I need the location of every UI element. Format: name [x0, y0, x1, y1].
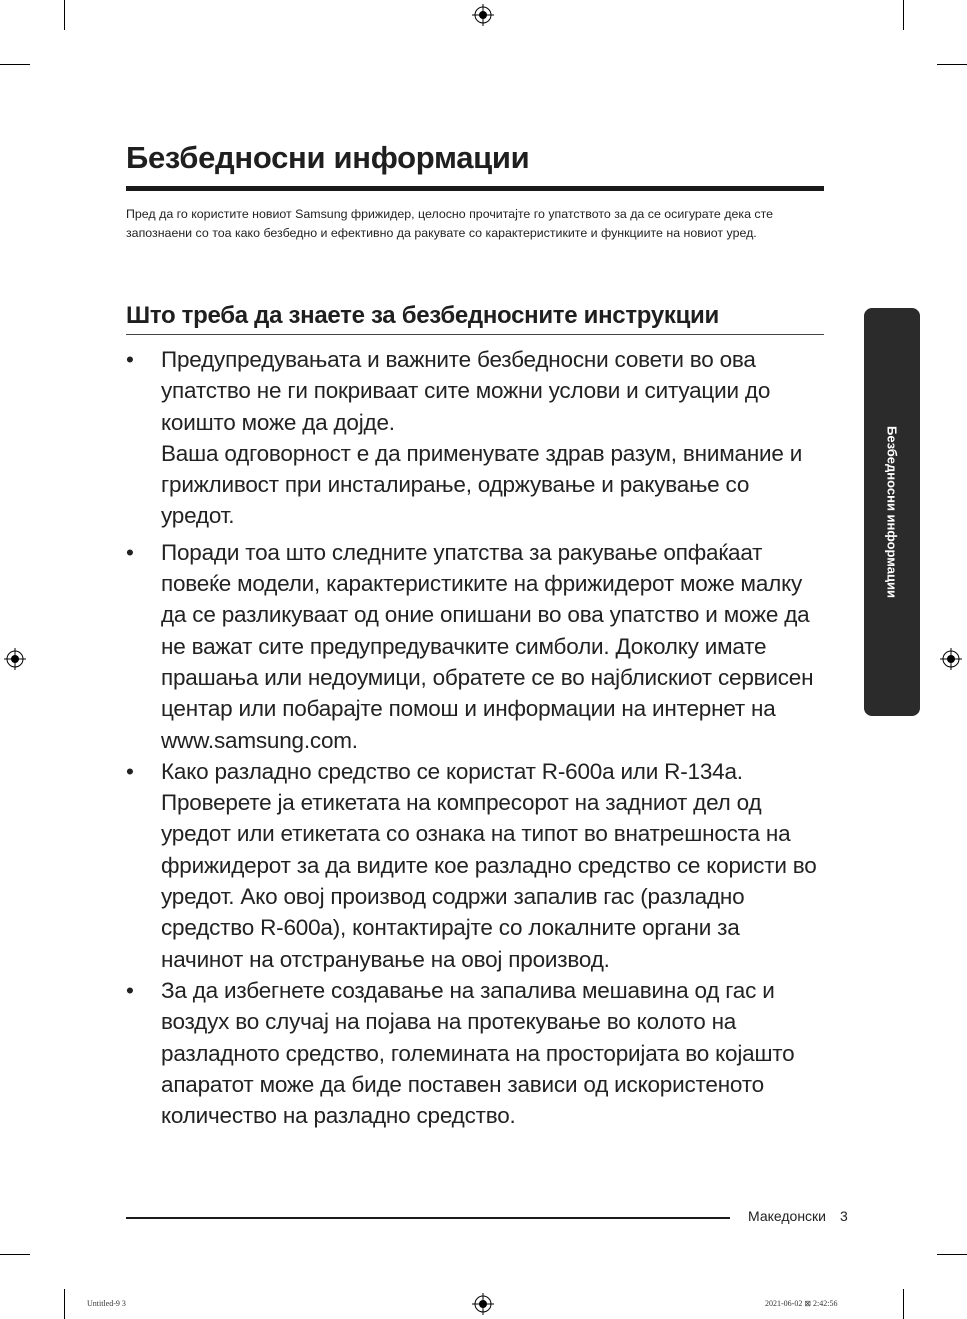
safety-bullet-list [126, 344, 826, 1131]
registration-mark-icon [4, 648, 26, 670]
bullet-marker: • [126, 977, 134, 1003]
crop-mark [903, 0, 904, 30]
footer-divider [126, 1217, 730, 1219]
bullet-item [126, 344, 826, 532]
chapter-side-tab [864, 308, 920, 716]
registration-mark-icon [472, 1293, 494, 1315]
crop-mark [0, 64, 30, 65]
crop-mark [64, 1289, 65, 1319]
section-divider [126, 334, 824, 335]
crop-mark [64, 0, 65, 30]
bullet-text: Како разладно средство се користат R-600a или R-134a. Проверете ја етикетата на компресорот на задниот дел од уредот или етикетата со ознака на типот во внатрешноста на фрижидерот за да видите кое разладно средство се користи во уредот. Ако овој производ содржи запалив гас (разладно средство R-600a), контактирајте со локалните органи за начинот на отстранување на овој производ. [161, 758, 817, 972]
bullet-item [126, 537, 826, 756]
chapter-side-tab-label: Безбедносни информации [884, 426, 900, 598]
bullet-marker: • [126, 347, 134, 372]
bullet-extra-text: Ваша одговорност е да применувате здрав разум, внимание и грижливост при инсталирање, одржување и ракување со уредот. [161, 440, 803, 529]
registration-mark-icon [940, 648, 962, 670]
title-divider [126, 186, 824, 191]
intro-paragraph: Пред да го користите новиот Samsung фрижидер, целосно прочитајте го упатството за да се осигурате дека сте запознаени со тоа како безбедно и ефективно да ракувате со карактеристиките и функциите на новиот уред. [126, 207, 774, 240]
bullet-text: За да избегнете создавање на запалива мешавина од гас и воздух во случај на појава на протекување во колото на разладното средство, големината на просторијата во којашто апаратот може да биде поставен зависи од искористеното количество на разладно средство. [161, 977, 795, 1129]
crop-mark [0, 1254, 30, 1255]
footer-language: Македонски [748, 1208, 826, 1224]
bullet-marker: • [126, 539, 134, 565]
bullet-marker: • [126, 758, 134, 784]
page-number: 3 [840, 1208, 848, 1224]
bullet-text: Предупредувањата и важните безбедносни совети во ова упатство не ги покриваат сите можни услови и ситуации до коишто може да дојде. [161, 347, 771, 435]
registration-mark-icon [472, 4, 494, 26]
print-timestamp: 2021-06-02 ⊠ 2:42:56 [765, 1299, 838, 1308]
page-title: Безбедносни информации [126, 140, 530, 175]
crop-mark [937, 64, 967, 65]
section-title: Што треба да знаете за безбедносните инструкции [126, 302, 719, 329]
crop-mark [937, 1254, 967, 1255]
bullet-item [126, 975, 826, 1131]
bullet-text: Поради тоа што следните упатства за ракување опфаќаат повеќе модели, карактеристиките на фрижидерот може малку да се разликуваат од оние опишани во ова упатство и може да не важат сите предупредувачките симболи. Доколку имате прашања или недоумици, обратете се во најблискиот сервисен центар или побарајте помош и информации на интернет на www.samsung.com. [161, 539, 814, 753]
bullet-item [126, 756, 826, 975]
print-file-label: Untitled-9 3 [87, 1299, 126, 1308]
crop-mark [903, 1289, 904, 1319]
